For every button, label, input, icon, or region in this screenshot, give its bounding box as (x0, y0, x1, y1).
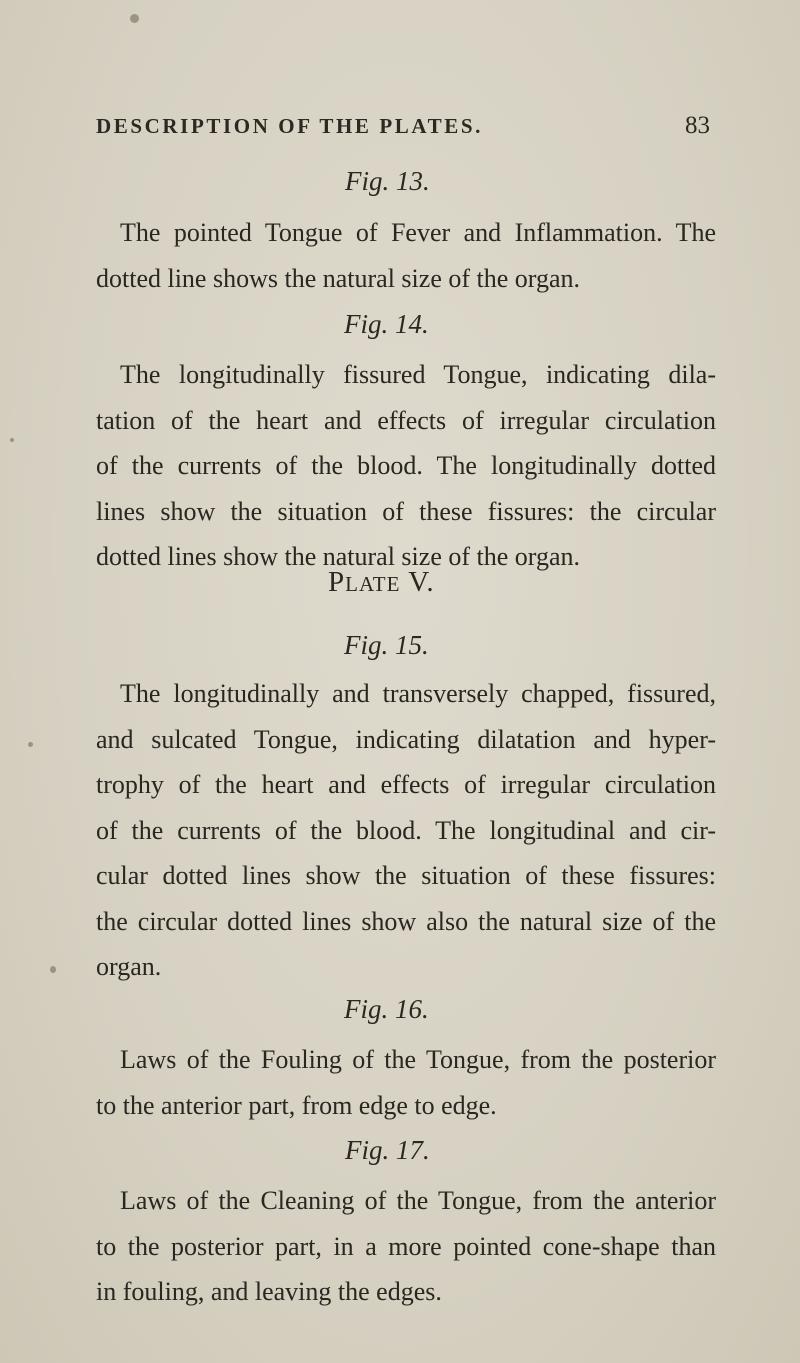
text-line: to the anterior part, from edge to edge. (96, 1090, 497, 1120)
fig-14-description (96, 352, 716, 580)
text-line: of the currents of the blood. The longitudinally dotted (96, 451, 716, 480)
text-line: The longitudinally and transversely chapped, fissured, (120, 679, 716, 708)
text-line: tation of the heart and effects of irregular circulation (96, 405, 716, 435)
text-line: the circular dotted lines show also the natural size of the (96, 906, 716, 936)
page-number: 83 (685, 112, 710, 139)
fig-17-label: Fig. 17. (345, 1135, 430, 1165)
fig-13-label: Fig. 13. (345, 166, 430, 196)
paper-speck (130, 14, 139, 23)
text-line: The pointed Tongue of Fever and Inflammation. The (120, 218, 716, 247)
plate-heading (328, 566, 435, 599)
plate-word-rest: LATE (345, 572, 401, 596)
text-line: trophy of the heart and effects of irregular circulation (96, 770, 716, 799)
text-line: in fouling, and leaving the edges. (96, 1277, 442, 1306)
plate-numeral: V. (408, 566, 435, 598)
text-line: organ. (96, 952, 162, 981)
running-head (96, 112, 710, 142)
plate-initial: P (328, 566, 346, 598)
fig-17-description (96, 1178, 716, 1315)
fig-15-label: Fig. 15. (344, 630, 429, 660)
text-line: and sulcated Tongue, indicating dilatation and hyper- (96, 724, 716, 754)
text-line: The longitudinally fissured Tongue, indicating dila- (120, 360, 716, 389)
text-line: Laws of the Fouling of the Tongue, from the posterior (120, 1045, 716, 1074)
paper-speck (10, 438, 14, 442)
text-line: to the posterior part, in a more pointed cone-shape than (96, 1231, 716, 1261)
running-title: DESCRIPTION OF THE PLATES. (96, 114, 483, 138)
text-line: dotted lines show the natural size of the organ. (96, 542, 581, 571)
text-line: cular dotted lines show the situation of these fissures: (96, 861, 716, 890)
text-line: of the currents of the blood. The longitudinal and cir- (96, 815, 716, 845)
fig-14-label: Fig. 14. (344, 309, 429, 339)
text-line: Laws of the Cleaning of the Tongue, from the anterior (120, 1186, 716, 1215)
paper-speck (50, 966, 56, 973)
paper-speck (28, 742, 33, 747)
fig-13-description (96, 210, 716, 301)
fig-15-description (96, 671, 716, 990)
fig-16-label: Fig. 16. (344, 994, 429, 1024)
fig-16-description (96, 1037, 716, 1128)
text-line: lines show the situation of these fissures: the circular (96, 496, 716, 526)
text-line: dotted line shows the natural size of the organ. (96, 263, 581, 293)
